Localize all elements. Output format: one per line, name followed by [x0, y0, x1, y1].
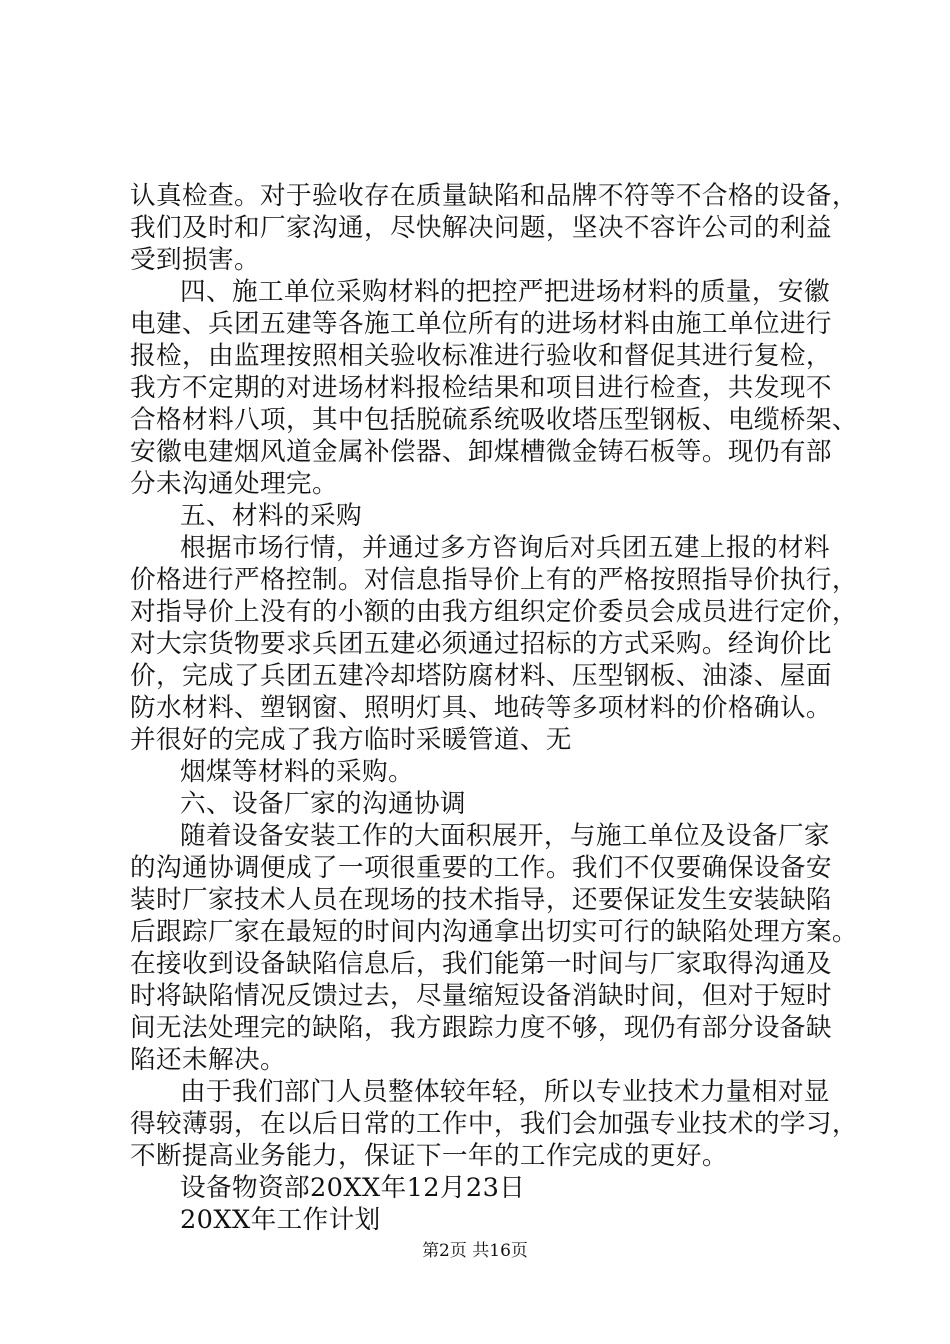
text-line: 陷还未解决。: [130, 1045, 286, 1075]
text-line: 对大宗货物要求兵团五建必须通过招标的方式采购。经询价比: [130, 629, 832, 659]
text-line: 四、施工单位采购材料的把控严把进场材料的质量，安徽: [180, 277, 830, 307]
text-line: 防水材料、塑钢窗、照明灯具、地砖等多项材料的价格确认。: [130, 693, 832, 723]
text-line: 设备物资部20XX年12月23日: [180, 1173, 526, 1203]
text-line: 的沟通协调便成了一项很重要的工作。我们不仅要确保设备安: [130, 853, 832, 883]
text-line: 电建、兵团五建等各施工单位所有的进场材料由施工单位进行: [130, 309, 832, 339]
text-line: 间无法处理完的缺陷，我方跟踪力度不够，现仍有部分设备缺: [130, 1013, 832, 1043]
text-line: 不断提高业务能力，保证下一年的工作完成的更好。: [130, 1141, 728, 1171]
text-line: 根据市场行情，并通过多方咨询后对兵团五建上报的材料: [180, 533, 830, 563]
text-line: 20XX年工作计划: [180, 1205, 381, 1235]
text-line: 我方不定期的对进场材料报检结果和项目进行检查，共发现不: [130, 373, 832, 403]
text-line: 装时厂家技术人员在现场的技术指导，还要保证发生安装缺陷: [130, 885, 832, 915]
text-line: 时将缺陷情况反馈过去，尽量缩短设备消缺时间，但对于短时: [130, 981, 832, 1011]
text-line: 由于我们部门人员整体较年轻，所以专业技术力量相对显: [180, 1077, 830, 1107]
text-line: 并很好的完成了我方临时采暖管道、无: [130, 725, 572, 755]
text-line: 价，完成了兵团五建冷却塔防腐材料、压型钢板、油漆、屋面: [130, 661, 832, 691]
text-line: 合格材料八项，其中包括脱硫系统吸收塔压型钢板、电缆桥架、: [130, 405, 858, 435]
text-line: 得较薄弱，在以后日常的工作中，我们会加强专业技术的学习，: [130, 1109, 858, 1139]
text-line: 报检，由监理按照相关验收标准进行验收和督促其进行复检，: [130, 341, 832, 371]
page-number-footer: 第2页 共16页: [422, 1241, 528, 1261]
text-line: 烟煤等材料的采购。: [180, 757, 414, 787]
text-line: 在接收到设备缺陷信息后，我们能第一时间与厂家取得沟通及: [130, 949, 832, 979]
text-line: 认真检查。对于验收存在质量缺陷和品牌不符等不合格的设备，: [130, 181, 858, 211]
text-line: 五、材料的采购: [180, 501, 362, 531]
text-line: 分未沟通处理完。: [130, 469, 338, 499]
text-line: 后跟踪厂家在最短的时间内沟通拿出切实可行的缺陷处理方案。: [130, 917, 858, 947]
text-line: 受到损害。: [130, 245, 260, 275]
text-line: 六、设备厂家的沟通协调: [180, 789, 466, 819]
text-line: 安徽电建烟风道金属补偿器、卸煤槽微金铸石板等。现仍有部: [130, 437, 832, 467]
text-line: 价格进行严格控制。对信息指导价上有的严格按照指导价执行，: [130, 565, 858, 595]
text-line: 对指导价上没有的小额的由我方组织定价委员会成员进行定价，: [130, 597, 858, 627]
text-line: 随着设备安装工作的大面积展开，与施工单位及设备厂家: [180, 821, 830, 851]
text-line: 我们及时和厂家沟通，尽快解决问题，坚决不容许公司的利益: [130, 213, 832, 243]
